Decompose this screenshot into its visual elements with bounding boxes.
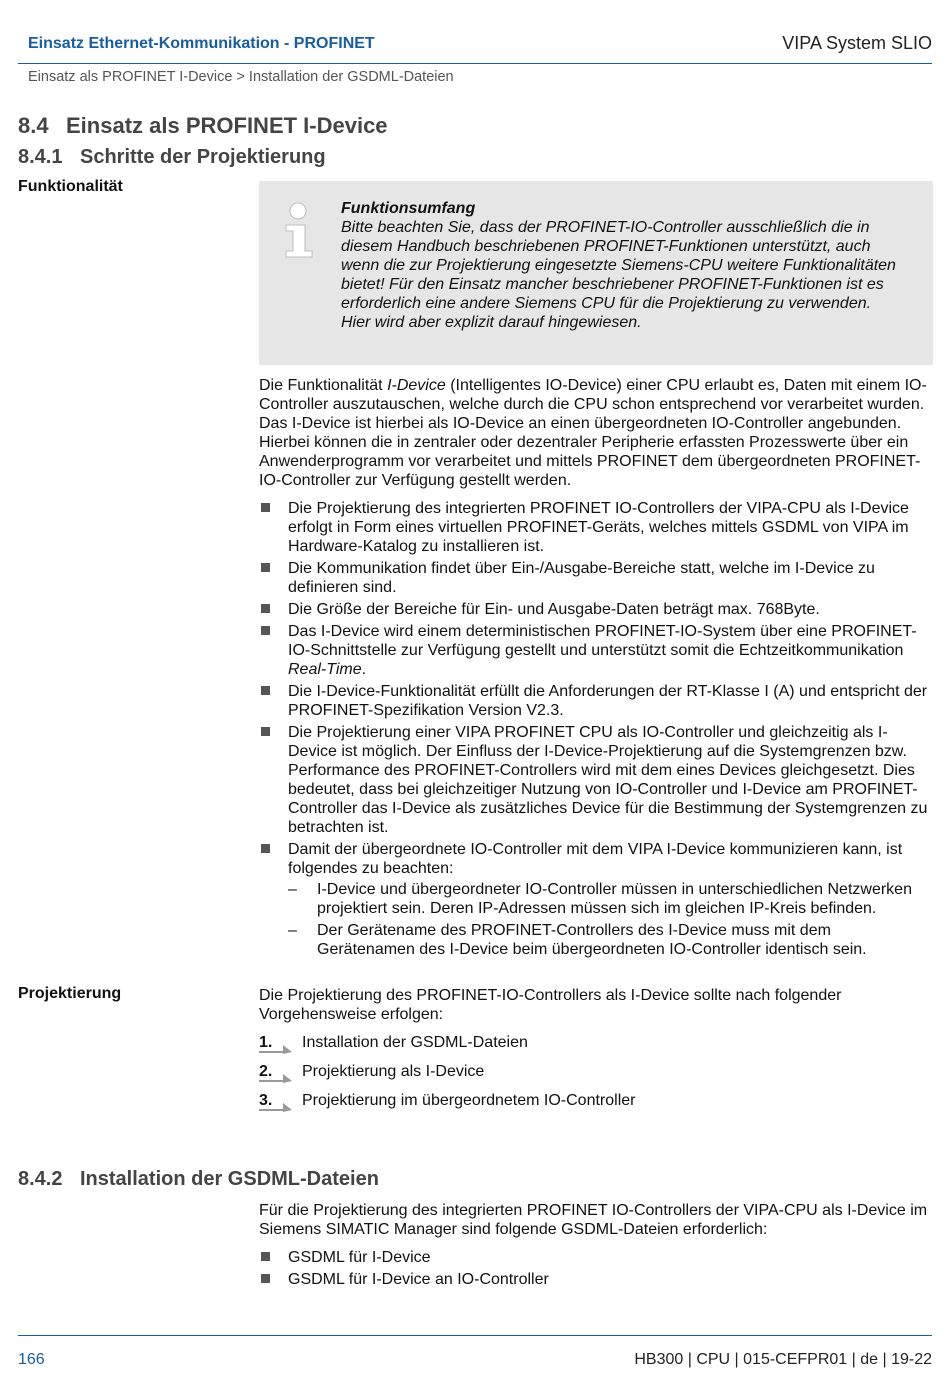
subsection-title-1: Schritte der Projektierung xyxy=(80,146,326,168)
breadcrumb: Einsatz als PROFINET I-Device > Installation der GSDML-Dateien xyxy=(28,69,454,85)
list-item xyxy=(259,499,929,556)
bullet-square-icon xyxy=(261,604,270,613)
list-item xyxy=(259,600,929,619)
footer-divider xyxy=(18,1335,932,1336)
feature-list xyxy=(259,499,929,959)
bullet-square-icon xyxy=(261,503,270,512)
list-item-text: Damit der übergeordnete IO-Controller mit dem VIPA I-Device kommunizieren kann, ist folgendes zu beachten: xyxy=(288,841,903,877)
bullet-square-icon xyxy=(261,1252,270,1261)
list-item-text: Das I-Device wird einem deterministischen PROFINET-IO-System über eine PROFINET-IO-Schnittstelle zur Verfügung gestellt und unterstützt somit die Echtzeitkommunikation xyxy=(288,623,917,659)
step-text: Installation der GSDML-Dateien xyxy=(302,1034,528,1051)
header-chapter: Einsatz Ethernet-Kommunikation - PROFINET xyxy=(28,35,375,52)
info-icon xyxy=(281,201,317,264)
subsection-heading-2 xyxy=(18,1168,379,1191)
step-arrow-icon xyxy=(259,1070,295,1084)
step-arrow-icon xyxy=(259,1099,295,1113)
step-text: Projektierung im übergeordnetem IO-Controller xyxy=(302,1092,636,1109)
sub-list-item-text: I-Device und übergeordneter IO-Controller müssen in unterschiedlichen Netzwerken projektiert sein. Deren IP-Adressen müssen sich im gleichen IP-Kreis befinden. xyxy=(317,881,912,917)
list-item xyxy=(259,1270,929,1289)
gsdml-content xyxy=(259,1201,929,1292)
sub-list-item xyxy=(288,921,929,959)
step-number: 2. xyxy=(259,1063,273,1080)
sub-list-item-text: Der Gerätename des PROFINET-Controllers des I-Device muss mit dem Gerätenamen des I-Device beim übergeordneten IO-Controller identisch sein. xyxy=(317,922,867,958)
list-item xyxy=(259,559,929,597)
note-title: Funktionsumfang xyxy=(341,200,476,217)
dash-marker: – xyxy=(288,922,297,939)
bullet-square-icon xyxy=(261,844,270,853)
list-item-text: Die Projektierung einer VIPA PROFINET CPU als IO-Controller und gleichzeitig als I-Device ist möglich. Der Einfluss der I-Device-Projektierung auf die Systemgrenzen bzw. Performance des PROFINET-Controllers wird mit dem eines Devices gleichgesetzt. Dies bedeutet, dass bei gleichzeitiger Nutzung von IO-Controller und I-Device am PROFINET-Controller das I-Device als zusätzliches Device für die Bestimmung der Systemgrenzen zu betrachten ist. xyxy=(288,724,928,836)
note-content xyxy=(341,199,901,332)
step-number: 3. xyxy=(259,1092,273,1109)
note-box xyxy=(259,181,933,365)
intro-paragraph xyxy=(259,376,929,490)
bullet-square-icon xyxy=(261,563,270,572)
list-item xyxy=(259,1248,929,1267)
subsection-number-1: 8.4.1 xyxy=(18,146,63,168)
realtime-emphasis: Real-Time xyxy=(288,661,362,678)
step-number: 1. xyxy=(259,1034,273,1051)
funktionalitaet-content xyxy=(259,376,929,962)
bullet-square-icon xyxy=(261,686,270,695)
document-reference: HB300 | CPU | 015-CEFPR01 | de | 19-22 xyxy=(634,1351,932,1368)
list-item-text: Die Größe der Bereiche für Ein- und Ausgabe-Daten beträgt max. 768Byte. xyxy=(288,601,820,618)
label-funktionalitaet: Funktionalität xyxy=(18,178,123,195)
intro-text-1: Die Funktionalität xyxy=(259,377,388,394)
header-product: VIPA System SLIO xyxy=(782,33,932,53)
list-item xyxy=(259,840,929,959)
subsection-heading-1 xyxy=(18,146,326,169)
list-item-text: GSDML für I-Device xyxy=(288,1249,431,1266)
header-divider xyxy=(18,63,932,64)
list-item-text: GSDML für I-Device an IO-Controller xyxy=(288,1271,549,1288)
step-text: Projektierung als I-Device xyxy=(302,1063,485,1080)
list-item xyxy=(259,682,929,720)
list-item xyxy=(259,622,929,679)
gsdml-list xyxy=(259,1248,929,1289)
list-item-text-end: . xyxy=(361,661,367,678)
list-item-text: Die I-Device-Funktionalität erfüllt die Anforderungen der RT-Klasse I (A) und entspricht der PROFINET-Spezifikation Version V2.3. xyxy=(288,683,928,719)
label-projektierung: Projektierung xyxy=(18,985,122,1002)
subsection-title-2: Installation der GSDML-Dateien xyxy=(80,1168,379,1190)
sub-list xyxy=(288,880,929,959)
subsection-number-2: 8.4.2 xyxy=(18,1168,63,1190)
bullet-square-icon xyxy=(261,1274,270,1283)
list-item-text: Die Projektierung des integrierten PROFINET IO-Controllers der VIPA-CPU als I-Device erfolgt in Form eines virtuellen PROFINET-Geräts, welches mittels GSDML von VIPA im Hardware-Katalog zu installieren ist. xyxy=(288,500,909,555)
page-number: 166 xyxy=(18,1351,45,1368)
bullet-square-icon xyxy=(261,727,270,736)
intro-emphasis: I-Device xyxy=(387,377,446,394)
sub-list-item xyxy=(288,880,929,918)
bullet-square-icon xyxy=(261,626,270,635)
intro-text-2: (Intelligentes IO-Device) einer CPU erlaubt es, Daten mit einem IO-Controller auszutauschen, welche durch die CPU schon entsprechend vor verarbeitet wurden. Das I-Device ist hierbei als IO-Device an einen übergeordneten IO-Controller angebunden. Hierbei können die in zentraler oder dezentraler Peripherie erfassten Prozesswerte über ein Anwenderprogramm vor verarbeitet und mittels PROFINET dem übergeordneten PROFINET-IO-Controller zur Verfügung gestellt werden. xyxy=(259,377,927,489)
note-text: Bitte beachten Sie, dass der PROFINET-IO-Controller ausschließlich die in diesem Handbuch beschriebenen PROFINET-Funktionen unterstützt, auch wenn die zur Projektierung eingesetzte Siemens-CPU weitere Funktionalitäten bietet! Für den Einsatz mancher beschriebener PROFINET-Funktionen ist es erforderlich eine andere Siemens CPU für die Projektierung zu verwenden. Hier wird aber explizit darauf hingewiesen. xyxy=(341,219,896,331)
section-title: Einsatz als PROFINET I-Device xyxy=(66,113,388,138)
gsdml-paragraph: Für die Projektierung des integrierten PROFINET IO-Controllers der VIPA-CPU als I-Device im Siemens SIMATIC Manager sind folgende GSDML-Dateien erforderlich: xyxy=(259,1202,928,1238)
list-item-text: Die Kommunikation findet über Ein-/Ausgabe-Bereiche statt, welche im I-Device zu definieren sind. xyxy=(288,560,875,596)
projektierung-paragraph: Die Projektierung des PROFINET-IO-Controllers als I-Device sollte nach folgender Vorgehensweise erfolgen: xyxy=(259,987,842,1023)
section-heading xyxy=(18,113,388,139)
dash-marker: – xyxy=(288,881,297,898)
section-number: 8.4 xyxy=(18,113,49,138)
step-arrow-icon xyxy=(259,1041,295,1055)
list-item xyxy=(259,723,929,837)
